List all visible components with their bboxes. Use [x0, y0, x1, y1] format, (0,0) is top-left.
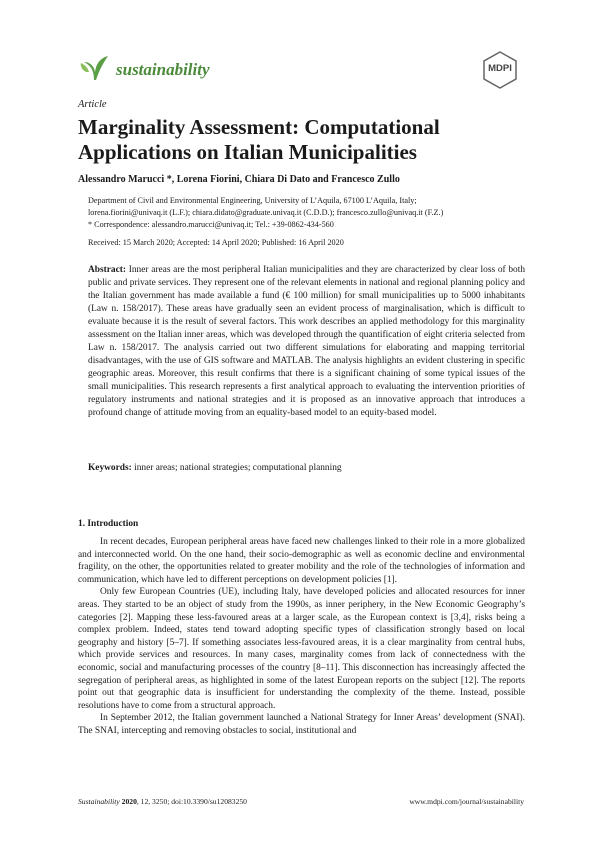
citation-footer: [78, 797, 247, 806]
keywords-text: inner areas; national strategies; computational planning: [134, 463, 342, 473]
affiliation-emails: lorena.fiorini@univaq.it (L.F.); chiara.didato@graduate.univaq.it (C.D.D.); francesco.zullo@univaq.it (F.Z.): [88, 208, 444, 217]
body-text: [78, 536, 525, 738]
affiliation-line: Department of Civil and Environmental Engineering, University of L’Aquila, 67100 L’Aquila, Italy;: [88, 196, 417, 205]
paragraph: In recent decades, European peripheral areas have faced new challenges linked to their role in a more globalized and interconnected world. On the one hand, their socio-demographic as well as economic decline and environmental fragility, on the other, the opportunities related to greater mobility and the role of the technologies of information and communication, which have led to different perceptions on development policies [1].: [78, 537, 525, 585]
paragraph: Only few European Countries (UE), including Italy, have developed policies and allocated resources for inner areas. They started to be an object of study from the 1990s, as inner periphery, in the New Economic Geography’s categories [2]. Mapping these less-favoured areas at a larger scale, as the European context is [3,4], risks being a complex problem. Indeed, states tend toward adopting specific types of classification strongly based on local geography and history [5–7]. If something associates less-favoured areas, it is a clear marginality from central hubs, which provide services and resources. In many cases, marginality comes from lack of connectedness with the economic, social and manufacturing processes of the country [8–11]. This disconnection has increasingly affected the segregation of peripheral areas, as highlighted in some of the latest European reports on the subject [12]. The reports point out that geographic data is insufficient for understanding the complexity of the theme. Instead, possible resolutions have to come from a structural approach.: [78, 587, 525, 711]
abstract: [88, 264, 525, 420]
paper-title: Marginality Assessment: Computational Applications on Italian Municipalities: [78, 115, 440, 164]
keywords: [88, 463, 525, 473]
leaf-icon: [78, 52, 112, 82]
footer-doi: , 12, 3250; doi:10.3390/su12083250: [136, 797, 247, 806]
journal-name: sustainability: [116, 60, 210, 79]
journal-logo: [78, 52, 218, 88]
author-list: Alessandro Marucci *, Lorena Fiorini, Chiara Di Dato and Francesco Zullo: [78, 174, 400, 185]
keywords-label: Keywords:: [88, 463, 132, 473]
abstract-text: Inner areas are the most peripheral Italian municipalities and they are characterized by clear loss of both public and private services. They represent one of the relevant elements in national and regional planning policy and the Italian government has made available a fund (€ 100 million) for small municipalities up to 5000 inhabitants (Law n. 158/2017). These areas have gradually seen an evident process of marginalisation, which is difficult to evaluate because it is the result of several factors. This work describes an applied methodology for this marginality assessment on the Italian inner areas, which was developed through the quantification of eight criteria selected from Law n. 158/2017. The analysis carried out two different simulations for elaborating and mapping territorial disadvantages, with the use of GIS software and MATLAB. The analysis highlights an evident clustering in specific geographic areas. Moreover, this result confirms that there is a significant chaining of some typical issues of the small municipalities. This research represents a first analytical approach to evaluating the intervention priorities of regulatory instruments and national strategies and it is proposed as an innovative approach that introduces a profound change of attitude moving from an equality-based model to an equity-based model.: [88, 265, 526, 418]
article-type: Article: [78, 99, 107, 110]
footer-journal: Sustainability: [78, 797, 120, 806]
journal-url[interactable]: www.mdpi.com/journal/sustainability: [409, 797, 524, 806]
publisher-name: MDPI: [488, 63, 512, 74]
section-heading: 1. Introduction: [78, 519, 139, 529]
abstract-label: Abstract:: [88, 265, 127, 275]
publisher-logo: [480, 50, 520, 90]
affiliations: [88, 195, 528, 231]
correspondence: * Correspondence: alessandro.marucci@univaq.it; Tel.: +39-0862-434-560: [88, 220, 334, 229]
footer-year: 2020: [121, 797, 137, 806]
paragraph: In September 2012, the Italian government launched a National Strategy for Inner Areas’ development (SNAI). The SNAI, intercepting and removing obstacles to social, institutional and: [78, 713, 525, 736]
publication-dates: Received: 15 March 2020; Accepted: 14 April 2020; Published: 16 April 2020: [88, 238, 344, 247]
